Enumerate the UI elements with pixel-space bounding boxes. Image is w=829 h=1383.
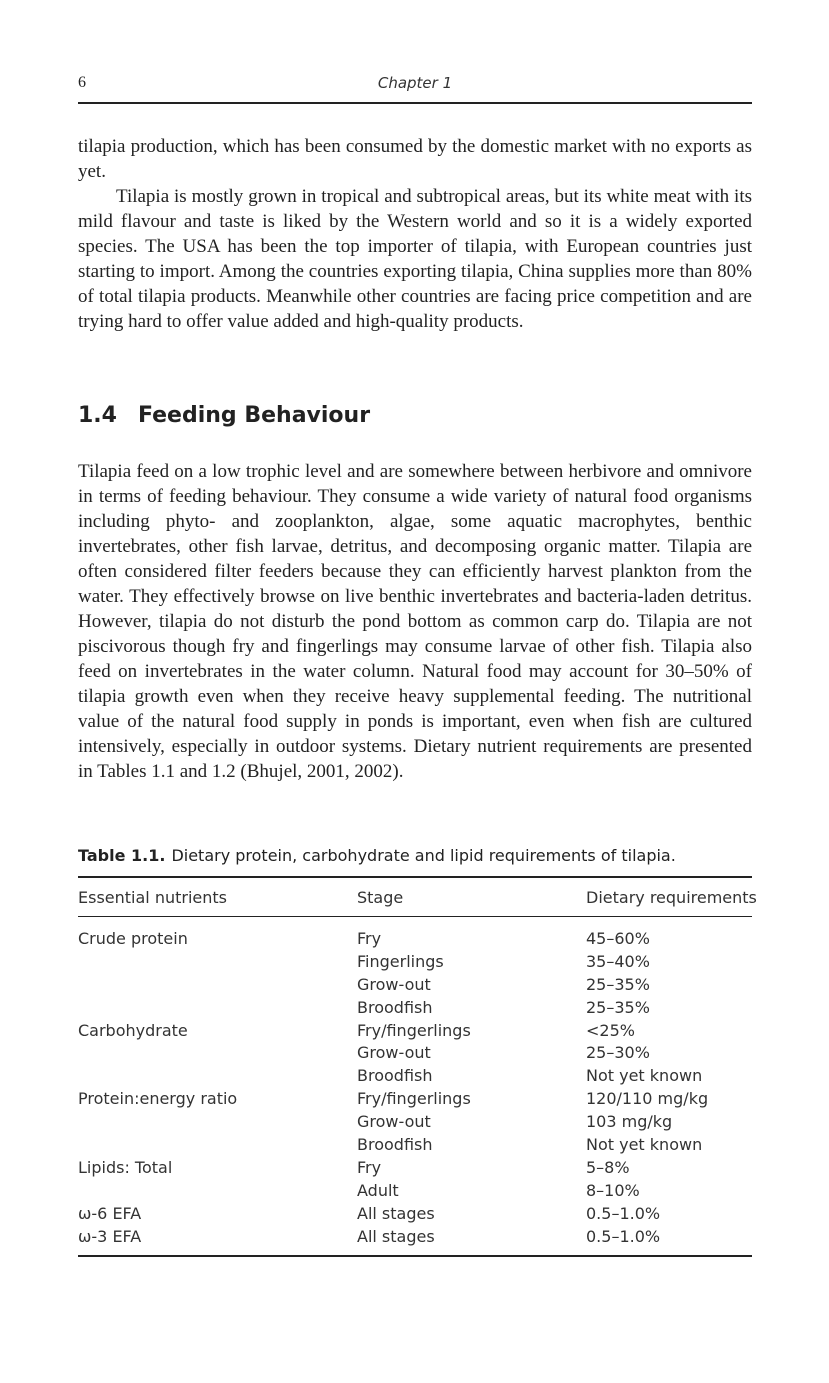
requirement-cell: <25% [586,1020,635,1040]
stage-cell: Grow-out [357,1043,431,1063]
table-row [78,1202,752,1225]
requirement-cell: 35–40% [586,951,650,971]
nutrient-cell: Lipids: Total [78,1157,173,1177]
paragraph-continuation: tilapia production, which has been consumed by the domestic market with no exports as yet. [78,136,752,182]
stage-cell: Fingerlings [357,951,444,971]
stage-cell: Broodfish [357,1134,433,1154]
nutrient-cell: ω-6 EFA [78,1203,142,1223]
stage-cell: Adult [357,1180,399,1200]
table-row [78,1133,752,1156]
stage-cell: Broodfish [357,1066,433,1086]
requirement-cell: 120/110 mg/kg [586,1089,709,1109]
requirement-cell: 45–60% [586,928,650,948]
nutrient-cell: Protein:energy ratio [78,1089,238,1109]
requirement-cell: 0.5–1.0% [586,1203,661,1223]
stage-cell: All stages [357,1226,435,1246]
nutrient-table [78,876,757,1257]
stage-cell: Fry [357,928,382,948]
table-row [78,1019,752,1042]
table-row [78,973,752,996]
requirement-cell: 5–8% [586,1157,630,1177]
nutrient-cell: Carbohydrate [78,1020,188,1040]
requirement-cell: Not yet known [586,1066,703,1086]
requirement-cell: 8–10% [586,1180,640,1200]
stage-cell: All stages [357,1203,435,1223]
stage-cell: Fry/fingerlings [357,1089,471,1109]
table-body [78,917,752,1255]
running-head [78,74,752,96]
header-rule [78,102,752,104]
table-row [78,1156,752,1179]
header-essential-nutrients: Essential nutrients [78,887,227,907]
nutrient-cell: Crude protein [78,928,188,948]
requirement-cell: 25–30% [586,1043,650,1063]
section-title: Feeding Behaviour [138,403,371,428]
table-caption-text: Dietary protein, carbohydrate and lipid requirements of tilapia. [171,846,676,865]
table-row [78,1041,752,1064]
stage-cell: Grow-out [357,1112,431,1132]
nutrient-cell: ω-3 EFA [78,1226,142,1246]
table-bottom-rule [78,1255,752,1257]
header-stage: Stage [357,887,404,907]
table-row [78,950,752,973]
chapter-title: Chapter 1 [377,74,453,92]
table-row [78,1179,752,1202]
table-caption [78,846,752,865]
section-number: 1.4 [78,403,117,428]
page-number: 6 [78,74,86,91]
requirement-cell: 103 mg/kg [586,1112,673,1132]
table-row [78,1064,752,1087]
table-row [78,1087,752,1110]
requirement-cell: 25–35% [586,997,650,1017]
table-row [78,927,752,950]
table-row [78,1225,752,1248]
table-label: Table 1.1. [78,846,166,865]
paragraph-feeding-behaviour: Tilapia feed on a low trophic level and are somewhere between herbivore and omnivore in terms of feeding behaviour. They consume a wide variety of natural food organisms including phyto- and zooplankton, algae, some aquatic macrophytes, benthic invertebrates, other fish larvae, detritus, and decomposing organic matter. Tilapia are often considered filter feeders because they can efficiently harvest plankton from the water. They effectively browse on live benthic invertebrates and bacteria-laden detritus. However, tilapia do not disturb the pond bottom as common carp do. Tilapia are not piscivorous though fry and fingerlings may consume larvae of other fish. Tilapia also feed on invertebrates in the water column. Natural food may account for 30–50% of tilapia growth even when they receive heavy supplemental feeding. The nutritional value of the natural food supply in ponds is important, even when fish are cultured intensively, especially in outdoor systems. Dietary nutrient requirements are presented in Tables 1.1 and 1.2 (Bhujel, 2001, 2002). [78,461,752,782]
section-heading [78,403,752,428]
table-header-row [78,878,757,916]
requirement-cell: 0.5–1.0% [586,1226,661,1246]
table-row [78,1110,752,1133]
stage-cell: Fry/fingerlings [357,1020,471,1040]
requirement-cell: 25–35% [586,974,650,994]
stage-cell: Fry [357,1157,382,1177]
stage-cell: Broodfish [357,997,433,1017]
table-row [78,996,752,1019]
paragraph-exports: Tilapia is mostly grown in tropical and subtropical areas, but its white meat with its mild flavour and taste is liked by the Western world and so it is a widely exported species. The USA has been the top importer of tilapia, with European countries just starting to import. Among the countries exporting tilapia, China supplies more than 80% of total tilapia products. Meanwhile other countries are facing price competition and are trying hard to offer value added and high-quality products. [78,186,752,332]
requirement-cell: Not yet known [586,1134,703,1154]
stage-cell: Grow-out [357,974,431,994]
header-dietary-requirements: Dietary requirements [586,887,757,907]
